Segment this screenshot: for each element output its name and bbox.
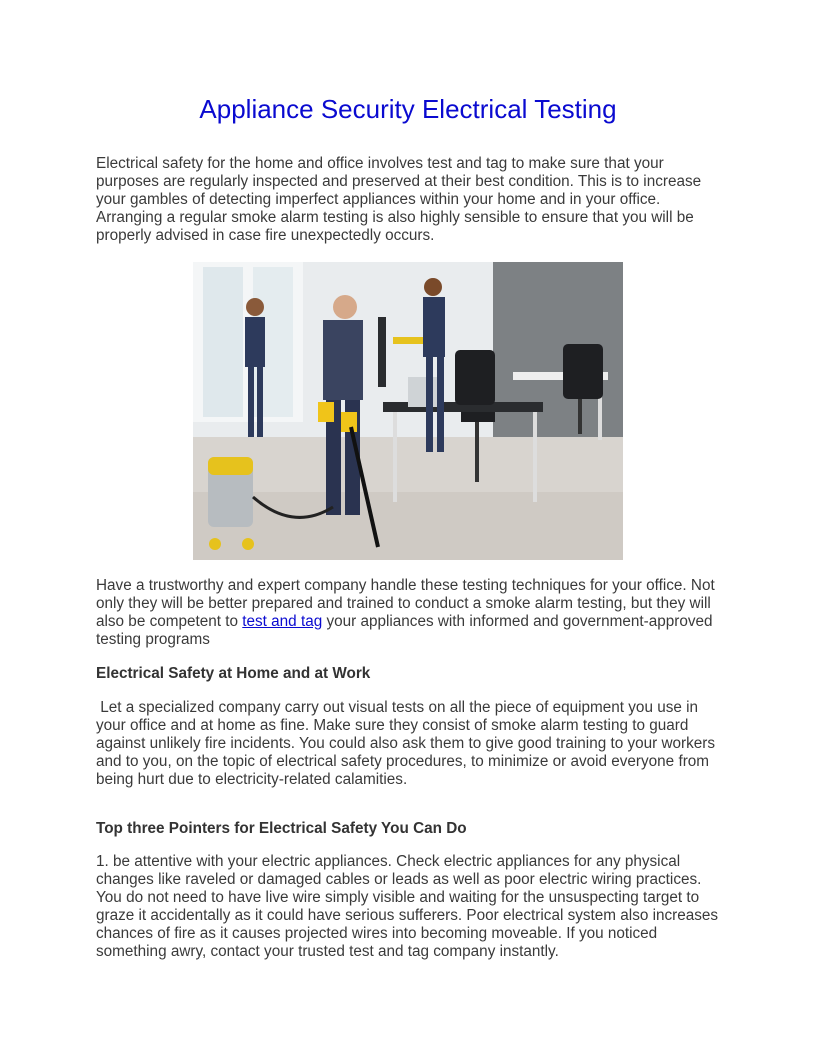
text-line: your gambles of detecting imperfect appliances within your home and in your office.	[96, 191, 661, 208]
text-line: Arranging a regular smoke alarm testing is also highly sensible to ensure that you will be	[96, 209, 694, 226]
text-line: something awry, contact your trusted test and tag company instantly.	[96, 943, 559, 960]
text-line: graze it accidentally as it could have serious sufferers. Poor electrical system also increases	[96, 907, 719, 924]
text-line: against unlikely fire incidents. You could also ask them to give good training to your workers	[96, 735, 716, 752]
text-segment: also be competent to	[96, 613, 243, 630]
company-paragraph	[96, 577, 715, 649]
text-line: Let a specialized company carry out visual tests on all the piece of equipment you use in	[96, 699, 699, 716]
section1-paragraph	[96, 699, 715, 789]
section2-paragraph	[96, 853, 718, 961]
office-cleaning-photo	[193, 262, 623, 560]
text-line: changes like raveled or damaged cables or leads as well as poor electric wiring practices.	[96, 871, 702, 888]
text-line: and to you, on the topic of electrical safety procedures, to minimize or avoid everyone from	[96, 753, 710, 770]
text-line: Electrical safety for the home and office involves test and tag to make sure that your	[96, 155, 664, 172]
section-heading: Top three Pointers for Electrical Safety You Can Do	[96, 820, 467, 837]
text-line: properly advised in case fire unexpectedly occurs.	[96, 227, 435, 244]
text-line: being hurt due to electricity-related calamities.	[96, 771, 408, 788]
text-line	[96, 613, 715, 631]
page-title: Appliance Security Electrical Testing	[199, 94, 617, 124]
text-line: You do not need to have live wire simply visible and waiting for the unsuspecting target to	[96, 889, 700, 906]
test-and-tag-link[interactable]: test and tag	[242, 613, 323, 630]
text-line: purposes are regularly inspected and preserved at their best condition. This is to increase	[96, 173, 702, 190]
text-line: only they will be better prepared and trained to conduct a smoke alarm testing, but they will	[96, 595, 711, 612]
text-segment: your appliances with informed and government-approved	[322, 613, 713, 630]
intro-paragraph	[96, 155, 701, 245]
text-line: Have a trustworthy and expert company handle these testing techniques for your office. Not	[96, 577, 715, 594]
text-line: your office and at home as fine. Make sure they consist of smoke alarm testing to guard	[96, 717, 689, 734]
text-line: testing programs	[96, 631, 210, 648]
text-line: chances of fire as it causes projected wires into becoming moveable. If you noticed	[96, 925, 658, 942]
text-line: 1. be attentive with your electric appliances. Check electric appliances for any physical	[96, 853, 681, 870]
section-heading: Electrical Safety at Home and at Work	[96, 665, 371, 682]
